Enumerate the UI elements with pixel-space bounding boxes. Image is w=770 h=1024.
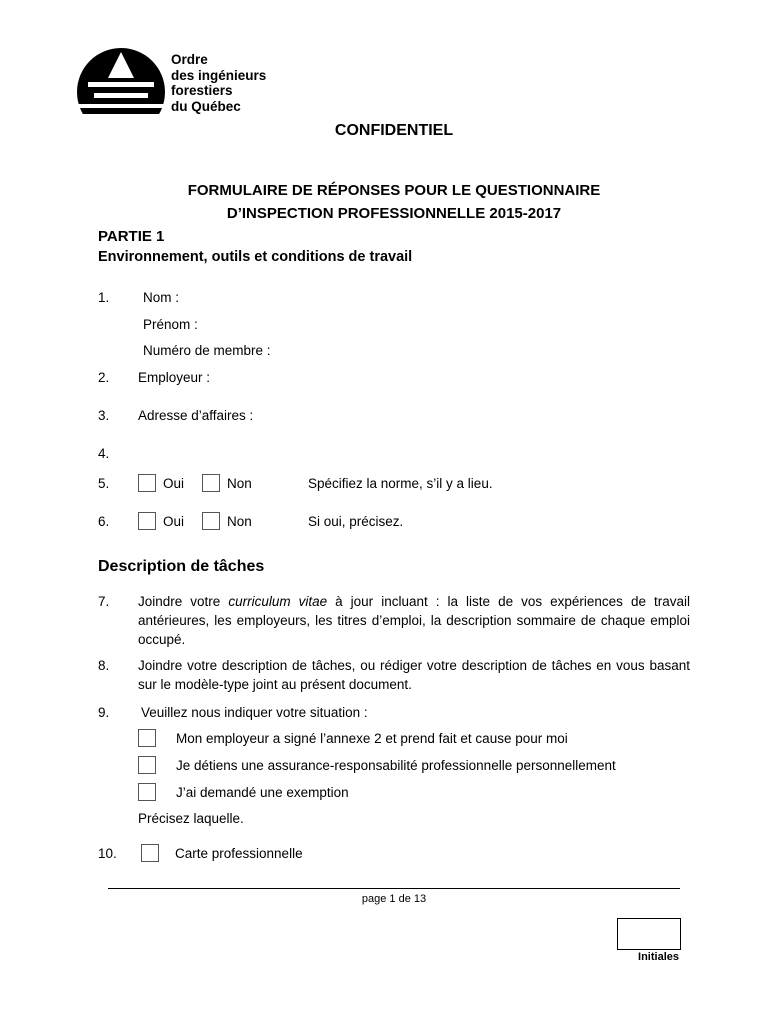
non-label: Non [227,476,252,491]
cv-instruction [138,592,690,649]
logo-text [171,52,266,114]
initials-field[interactable] [617,918,681,950]
employer-label: Employeur : [138,370,211,385]
form-title-line-1: FORMULAIRE DE RÉPONSES POUR LE QUESTIONNAIRE [187,182,601,199]
footer-divider [108,888,680,889]
item-number: 3. [98,408,110,423]
cv-text-italic: curriculum vitae [228,594,328,609]
part-subheading: Environnement, outils et conditions de travail [98,249,413,265]
part-heading: PARTIE 1 [98,228,165,245]
oui-checkbox[interactable] [138,512,156,530]
member-number-label: Numéro de membre : [143,343,271,358]
cv-text-before: Joindre votre [138,594,229,609]
precisez-laquelle: Précisez laquelle. [138,811,244,826]
oui-checkbox[interactable] [138,474,156,492]
precisez-note: Si oui, précisez. [308,514,404,529]
item-number: 5. [98,476,110,491]
professional-card-checkbox[interactable] [141,844,159,862]
nom-label: Nom : [143,290,180,305]
item-number: 6. [98,514,110,529]
option-label: Je détiens une assurance-responsabilité professionnelle personnellement [176,758,616,773]
prenom-label: Prénom : [143,317,198,332]
item-number: 2. [98,370,110,385]
item-number: 10. [98,846,117,861]
business-address-label: Adresse d’affaires : [138,408,254,423]
logo-line: des ingénieurs [171,67,267,83]
initials-label: Initiales [638,951,679,963]
page-number: page 1 de 13 [361,893,427,905]
item-number: 7. [98,594,110,609]
option-checkbox[interactable] [138,783,156,801]
item-number: 1. [98,290,110,305]
form-title-line-2: D’INSPECTION PROFESSIONNELLE 2015-2017 [226,205,562,222]
non-checkbox[interactable] [202,512,220,530]
confidential-label: CONFIDENTIEL [334,122,454,139]
oui-label: Oui [163,476,185,491]
professional-card-label: Carte professionnelle [175,846,303,861]
norm-note: Spécifiez la norme, s’il y a lieu. [308,476,493,491]
option-checkbox[interactable] [138,756,156,774]
logo-line: forestiers [171,83,233,98]
task-description-instruction: Joindre votre description de tâches, ou rédiger votre description de tâches en vous basant sur le modèle-type joint au présent document. [138,658,690,692]
non-checkbox[interactable] [202,474,220,492]
option-label: J’ai demandé une exemption [176,785,349,800]
option-checkbox[interactable] [138,729,156,747]
item-number: 9. [98,705,110,720]
section-heading-tasks: Description de tâches [98,558,265,575]
item-number: 4. [98,446,110,461]
non-label: Non [227,514,252,529]
item-number: 8. [98,658,110,673]
option-label: Mon employeur a signé l’annexe 2 et prend fait et cause pour moi [176,731,568,746]
logo-line: du Québec [171,98,241,114]
cv-text-after: à jour incluant : la liste de vos expériences de travail antérieures, les employeurs, les titres d’emploi, la description sommaire de chaque emploi occupé. [138,594,690,647]
ordre-logo-mark [76,48,166,116]
oui-label: Oui [163,514,185,529]
logo-line: Ordre [171,52,208,67]
situation-question: Veuillez nous indiquer votre situation : [141,705,368,720]
